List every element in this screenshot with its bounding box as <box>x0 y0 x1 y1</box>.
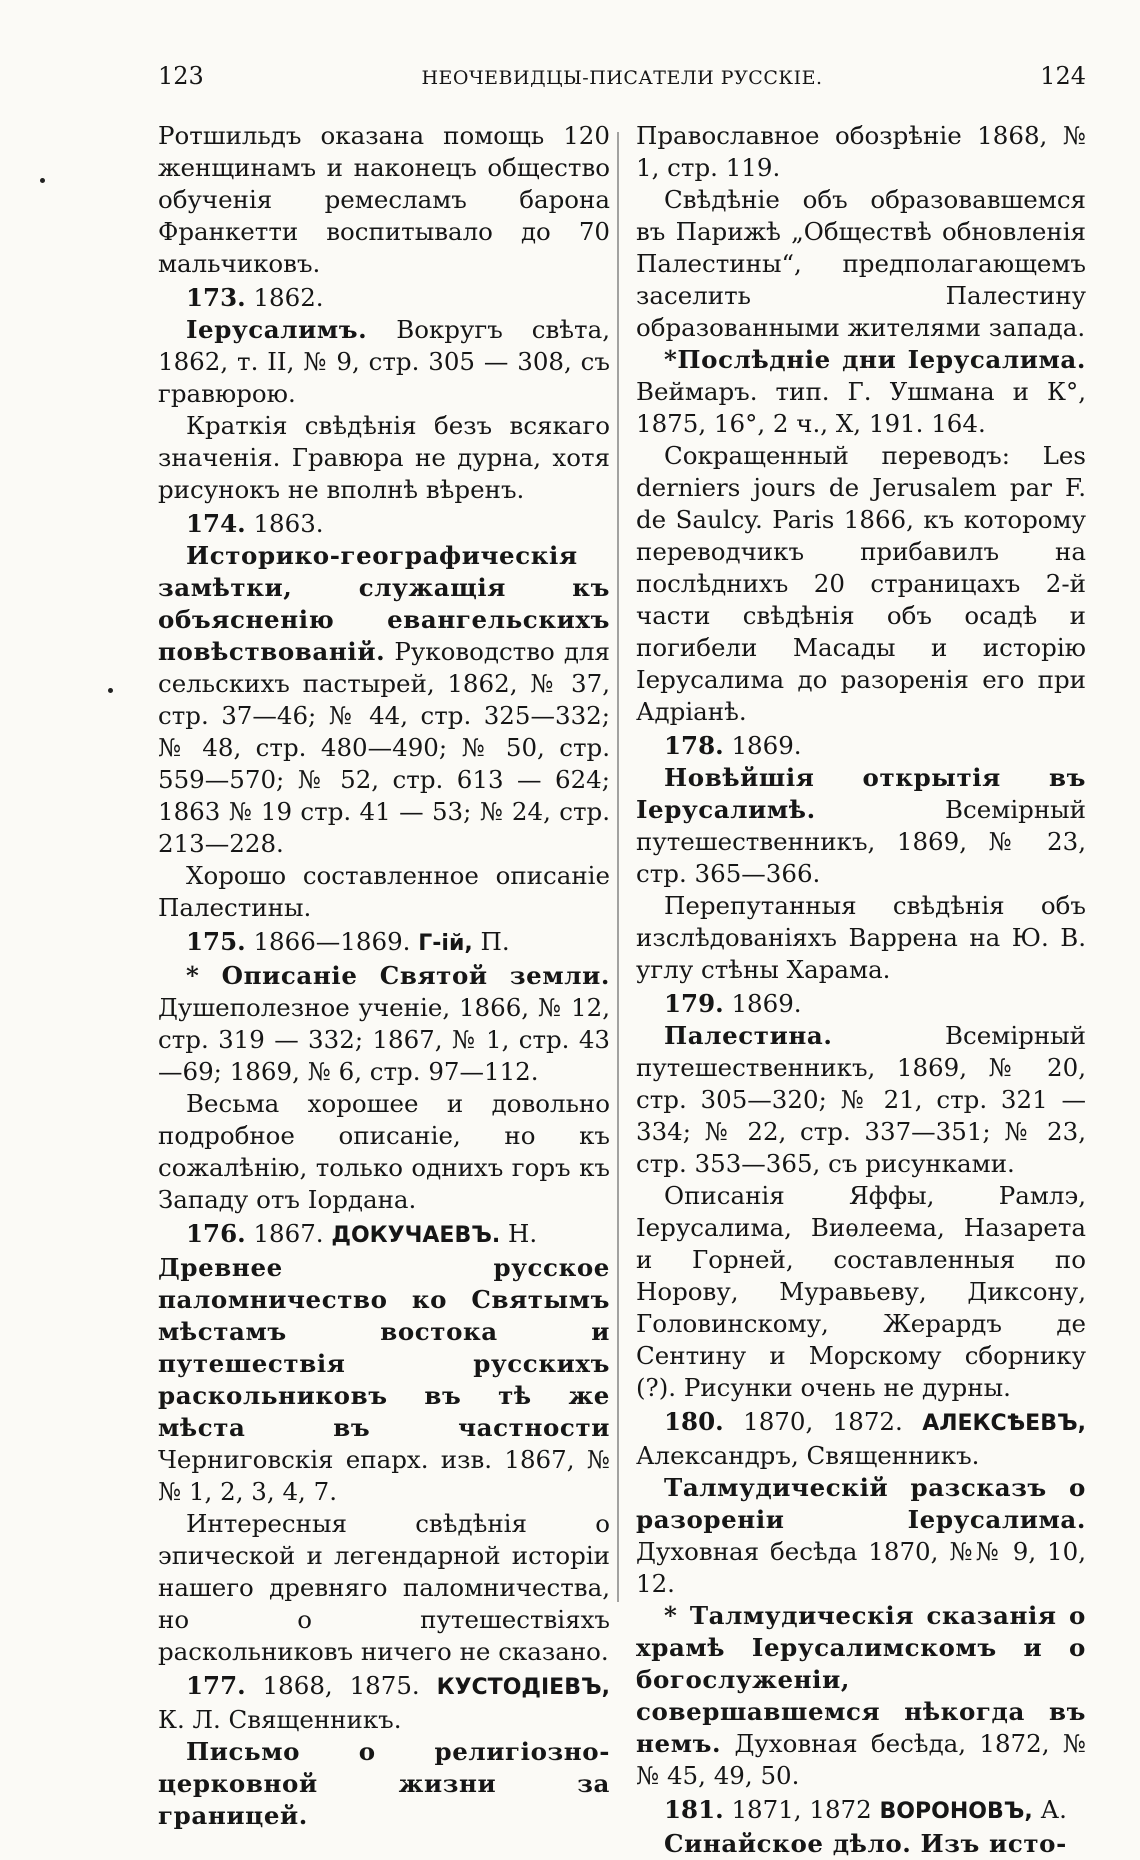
entry-source: Духовная бесѣда, 1872, № № 45, 49, 50. <box>636 1729 1086 1790</box>
entry-body <box>158 960 610 1088</box>
entry-body <box>636 1472 1086 1600</box>
entry-body <box>158 1252 610 1508</box>
entry-source: Всемірный путешественникъ, 1869, № 20, стр. 305—320; № 21, стр. 321 — 334; № 22, стр. 337—351; № 23, стр. 353—365, съ рисунками. <box>636 1021 1086 1178</box>
entry-title: Палестина. <box>664 1021 833 1050</box>
entry-title: Письмо о религіозно-церковной жизни за границей. <box>158 1737 610 1830</box>
entry-source: Вокругъ свѣта, 1862, т. II, № 9, стр. 305 — 308, съ гравюрою. <box>158 315 610 408</box>
paragraph: Православное обозрѣніе 1868, № 1, стр. 119. <box>636 121 1086 182</box>
speck <box>108 688 113 693</box>
entry-note: Сокращенный переводъ: Les derniers jours de Jerusalem par F. de Saulcy. Paris 1866, къ которому переводчикъ прибавилъ на послѣднихъ 20 страницахъ 2-й части свѣдѣнія объ осадѣ и погибели Масады и исторію Іерусалима до разоренія его при Адріанѣ. <box>636 441 1086 726</box>
entry-source: Черниговскія епарх. изв. 1867, №№ 1, 2, 3, 4, 7. <box>158 1445 610 1506</box>
speck <box>40 178 45 183</box>
column-divider <box>617 132 619 1602</box>
entry-author: ВОРОНОВЪ, <box>879 1799 1033 1824</box>
running-title: НЕОЧЕВИДЦЫ-ПИСАТЕЛИ РУССКІЕ. <box>421 67 823 89</box>
paragraph: Ротшильдъ оказана помощь 120 женщинамъ и наконецъ общество обученія ремесламъ барона Франкетти воспитывало до 70 мальчиковъ. <box>158 121 610 278</box>
left-column <box>158 120 610 1832</box>
entry-note: Хорошо составленное описаніе Палестины. <box>158 861 610 922</box>
entry-source: Всемірный путешественникъ, 1869, № 23, стр. 365—366. <box>636 795 1086 888</box>
entry-source: Руководство для сельскихъ пастырей, 1862, № 37, стр. 37—46; № 44, стр. 325—332; № 48, стр. 480—490; № 50, стр. 559—570; № 52, стр. 613 — 624; 1863 № 19 стр. 41 — 53; № 24, стр. 213—228. <box>158 637 610 858</box>
page-number-left: 123 <box>158 62 204 90</box>
entry-title: Историко-географическія замѣтки, служащія къ объясненію евангельскихъ повѣствованій. <box>158 541 610 666</box>
entry-heading: 180. 1870, 1872. АЛЕКСѢЕВЪ, Александръ, Священникъ. <box>636 1407 1086 1470</box>
entry-source: Духовная бесѣда 1870, №№ 9, 10, 12. <box>636 1537 1086 1598</box>
paragraph: Свѣдѣніе объ образовавшемся въ Парижѣ „Обществѣ обновленія Палестины“, предполагающемъ заселить Палестину образованными жителями запада. <box>636 185 1086 342</box>
entry-body <box>636 762 1086 890</box>
entry-heading: 179. 1869. <box>664 989 802 1018</box>
entry-title: * Талмудическія сказанія о храмѣ Іерусалимскомъ и о богослуженіи, совершавшемся нѣкогда въ немъ. <box>636 1601 1086 1758</box>
entry-author: КУСТОДІЕВЪ, <box>436 1675 610 1700</box>
entry-title: Древнее русское паломничество ко Святымъ мѣстамъ востока и путешествія русскихъ раскольниковъ въ тѣ же мѣста въ частности <box>158 1253 610 1442</box>
entry-author: АЛЕКСѢЕВЪ, <box>922 1411 1086 1436</box>
entry-note: Краткія свѣдѣнія безъ всякаго значенія. Гравюра не дурна, хотя рисунокъ не вполнѣ вѣренъ. <box>158 411 610 504</box>
entry-title: Новѣйшія открытія въ Іерусалимѣ. <box>636 763 1086 824</box>
entry-author: Г-ій, <box>418 931 473 956</box>
entry-body <box>158 314 610 410</box>
entry-heading: 176. 1867. ДОКУЧАЕВЪ. Н. <box>186 1219 538 1248</box>
page-number-right: 124 <box>1040 62 1086 90</box>
entry-heading: 178. 1869. <box>664 731 802 760</box>
entry-note: Интересныя свѣдѣнія о эпической и легендарной исторіи нашего древняго паломничества, но о путешествіяхъ раскольниковъ ничего не сказано. <box>158 1509 610 1666</box>
entry-heading: 177. 1868, 1875. КУСТОДІЕВЪ, К. Л. Священникъ. <box>158 1671 610 1734</box>
entry-body <box>636 1020 1086 1180</box>
entry-heading: 175. 1866—1869. Г-ій, П. <box>186 927 510 956</box>
entry-body <box>636 344 1086 440</box>
entry-title: Талмудическій разсказъ о разореніи Іерусалима. <box>636 1473 1086 1534</box>
right-column <box>636 120 1086 1860</box>
entry-source: Веймаръ. тип. Г. Ушмана и К°, 1875, 16°, 2 ч., X, 191. 164. <box>636 377 1086 438</box>
entry-body <box>636 1828 1086 1860</box>
entry-title: Іерусалимъ. <box>186 315 368 344</box>
entry-heading: 181. 1871, 1872 ВОРОНОВЪ, А. <box>664 1795 1067 1824</box>
entry-body <box>636 1600 1086 1792</box>
entry-source: Душеполезное ученіе, 1866, № 12, стр. 319 — 332; 1867, № 1, стр. 43—69; 1869, № 6, стр. 97—112. <box>158 993 610 1086</box>
entry-body <box>158 540 610 860</box>
entry-heading: 173. 1862. <box>186 283 324 312</box>
entry-title: * Описаніе Святой земли. <box>186 961 610 990</box>
running-header <box>158 62 1086 98</box>
entry-heading: 174. 1863. <box>186 509 324 538</box>
entry-title: Синайское дѣло. Изъ исто- <box>664 1829 1067 1858</box>
entry-note: Весьма хорошее и довольно подробное описаніе, но къ сожалѣнію, только однихъ горъ къ Западу отъ Іордана. <box>158 1089 610 1214</box>
entry-note: Перепутанныя свѣдѣнія объ изслѣдованіяхъ Варрена на Ю. В. углу стѣны Харама. <box>636 891 1086 984</box>
entry-body <box>158 1736 610 1832</box>
entry-author: ДОКУЧАЕВЪ. <box>331 1223 501 1248</box>
entry-title: *Послѣдніе дни Іерусалима. <box>664 345 1086 374</box>
entry-note: Описанія Яффы, Рамлэ, Іерусалима, Виѳлеема, Назарета и Горней, составленныя по Норову, Муравьеву, Диксону, Головинскому, Жерардъ де Сентину и Морскому сборнику (?). Рисунки очень не дурны. <box>636 1181 1086 1402</box>
